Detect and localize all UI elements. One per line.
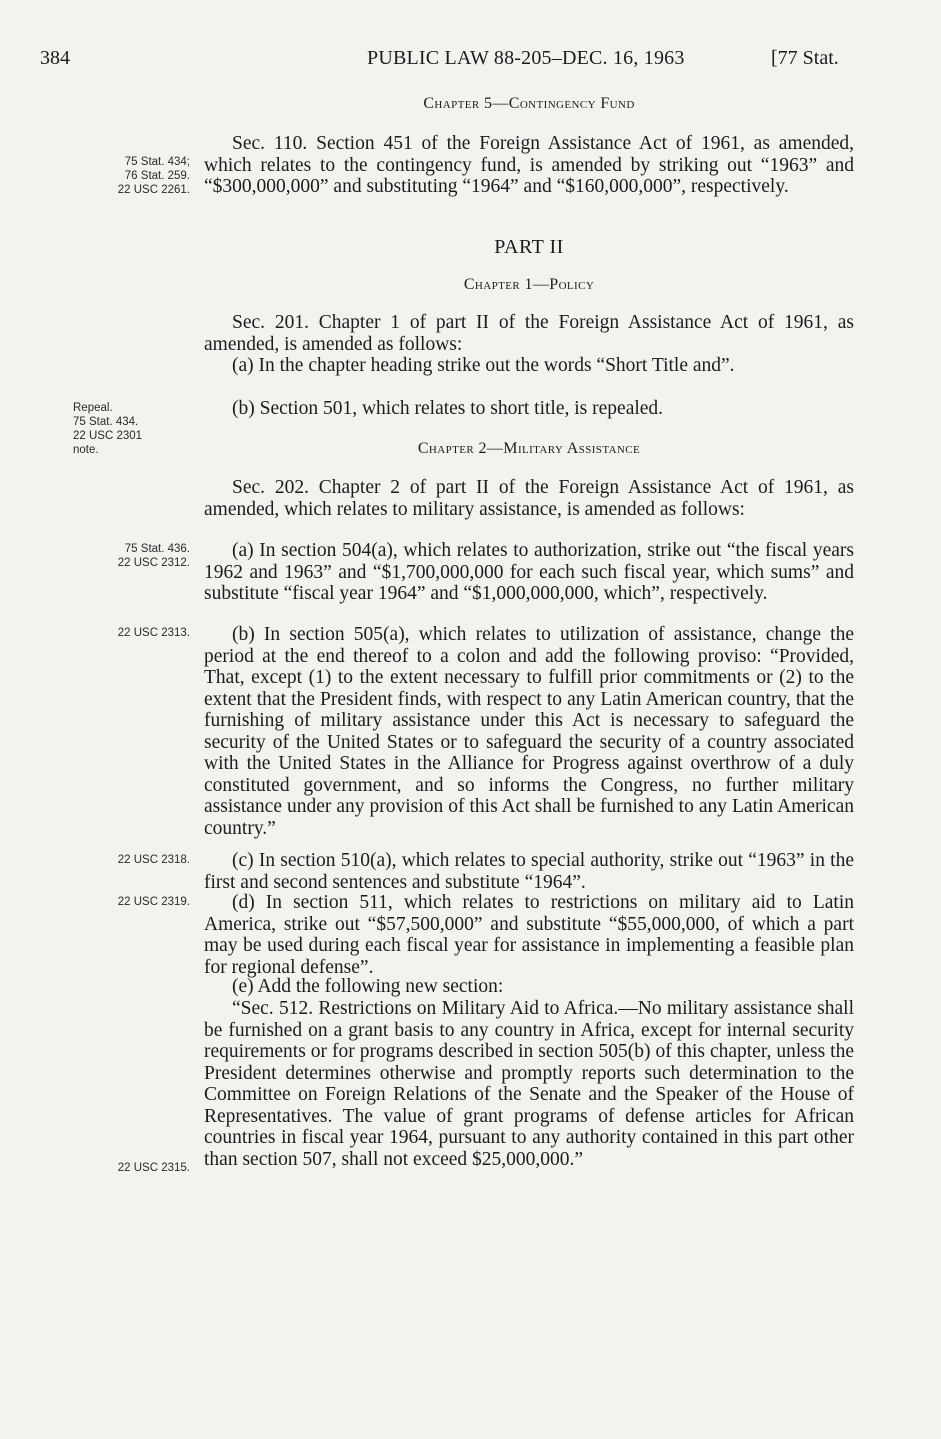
page-number: 384 bbox=[40, 47, 70, 69]
margin-note-4: 22 USC 2313. bbox=[117, 627, 190, 639]
margin-note-1: 75 Stat. 434; 76 Stat. 259. 22 USC 2261. bbox=[117, 156, 190, 196]
section-512-text: “Sec. 512. Restrictions on Military Aid to Africa.—No military assistance shall be furnished on a grant basis to any country in Africa, except for internal security requirements or for programs described in section 505(b) of this chapter, unless the President determines otherwise and promptly reports such determination to the Committee on Foreign Relations of the Senate and the Speaker of the House of Representatives. The value of grant programs of defense articles for African countries in fiscal year 1964, pursuant to any authority contained in this part other than section 507, shall not exceed $25,000,000.” bbox=[204, 998, 854, 1170]
section-201-a: (a) In the chapter heading strike out the words “Short Title and”. bbox=[232, 355, 735, 376]
part-ii-title: PART II bbox=[494, 236, 564, 258]
section-202-e: (e) Add the following new section: bbox=[232, 976, 504, 997]
margin-note-6: 22 USC 2319. bbox=[117, 896, 190, 908]
margin-note-5: 22 USC 2318. bbox=[117, 854, 190, 866]
section-110-text: Sec. 110. Section 451 of the Foreign Assistance Act of 1961, as amended, which relates to the contingency fund, is amended by striking out “1963” and “$300,000,000” and substituting “1964” and “$160,000,000”, respectively. bbox=[204, 133, 854, 197]
section-202-c: (c) In section 510(a), which relates to special authority, strike out “1963” in the first and second sentences and substitute “1964”. bbox=[204, 850, 854, 893]
section-202-a: (a) In section 504(a), which relates to authorization, strike out “the fiscal years 1962 and 1963” and “$1,700,000,000 for each such fiscal year, which sums” and substitute “fiscal year 1964” and “$1,000,000,000, which”, respectively. bbox=[204, 540, 854, 604]
section-202-text: Sec. 202. Chapter 2 of part II of the Foreign Assistance Act of 1961, as amended, which relates to military assistance, is amended as follows: bbox=[204, 477, 854, 520]
section-202-d: (d) In section 511, which relates to restrictions on military aid to Latin America, strike out “$57,500,000” and substitute “$55,000,000, of which a part may be used during each fiscal year for assistance in implementing a feasible plan for regional defense”. bbox=[204, 892, 854, 978]
margin-note-2: Repeal. 75 Stat. 434. 22 USC 2301 note. bbox=[73, 402, 143, 456]
chapter-1-heading: Chapter 1—Policy bbox=[463, 276, 595, 293]
margin-note-7: 22 USC 2315. bbox=[117, 1162, 190, 1174]
section-202-b: (b) In section 505(a), which relates to utilization of assistance, change the period at the end thereof to a colon and add the following proviso: “Provided, That, except (1) to the extent necessary to fulfill prior commitments or (2) to the extent that the President finds, with respect to any Latin American country, that the furnishing of military assistance under this Act is necessary to safeguard the security of the United States or to safeguard the security of a country associated with the United States in the Alliance for Progress against overthrow of a duly constituted government, and so informs the Congress, no further military assistance under any provision of this Act shall be furnished to any Latin American country.” bbox=[204, 624, 854, 839]
margin-note-3: 75 Stat. 436. 22 USC 2312. bbox=[117, 543, 190, 569]
running-title: PUBLIC LAW 88-205–DEC. 16, 1963 bbox=[367, 47, 685, 69]
chapter-2-heading: Chapter 2—Military Assistance bbox=[417, 440, 641, 457]
chapter-5-heading: Chapter 5—Contingency Fund bbox=[423, 95, 635, 112]
statute-reference: [77 Stat. bbox=[771, 47, 839, 69]
section-201-b: (b) Section 501, which relates to short title, is repealed. bbox=[232, 398, 664, 419]
section-201-text: Sec. 201. Chapter 1 of part II of the Foreign Assistance Act of 1961, as amended, is amended as follows: bbox=[204, 312, 854, 355]
